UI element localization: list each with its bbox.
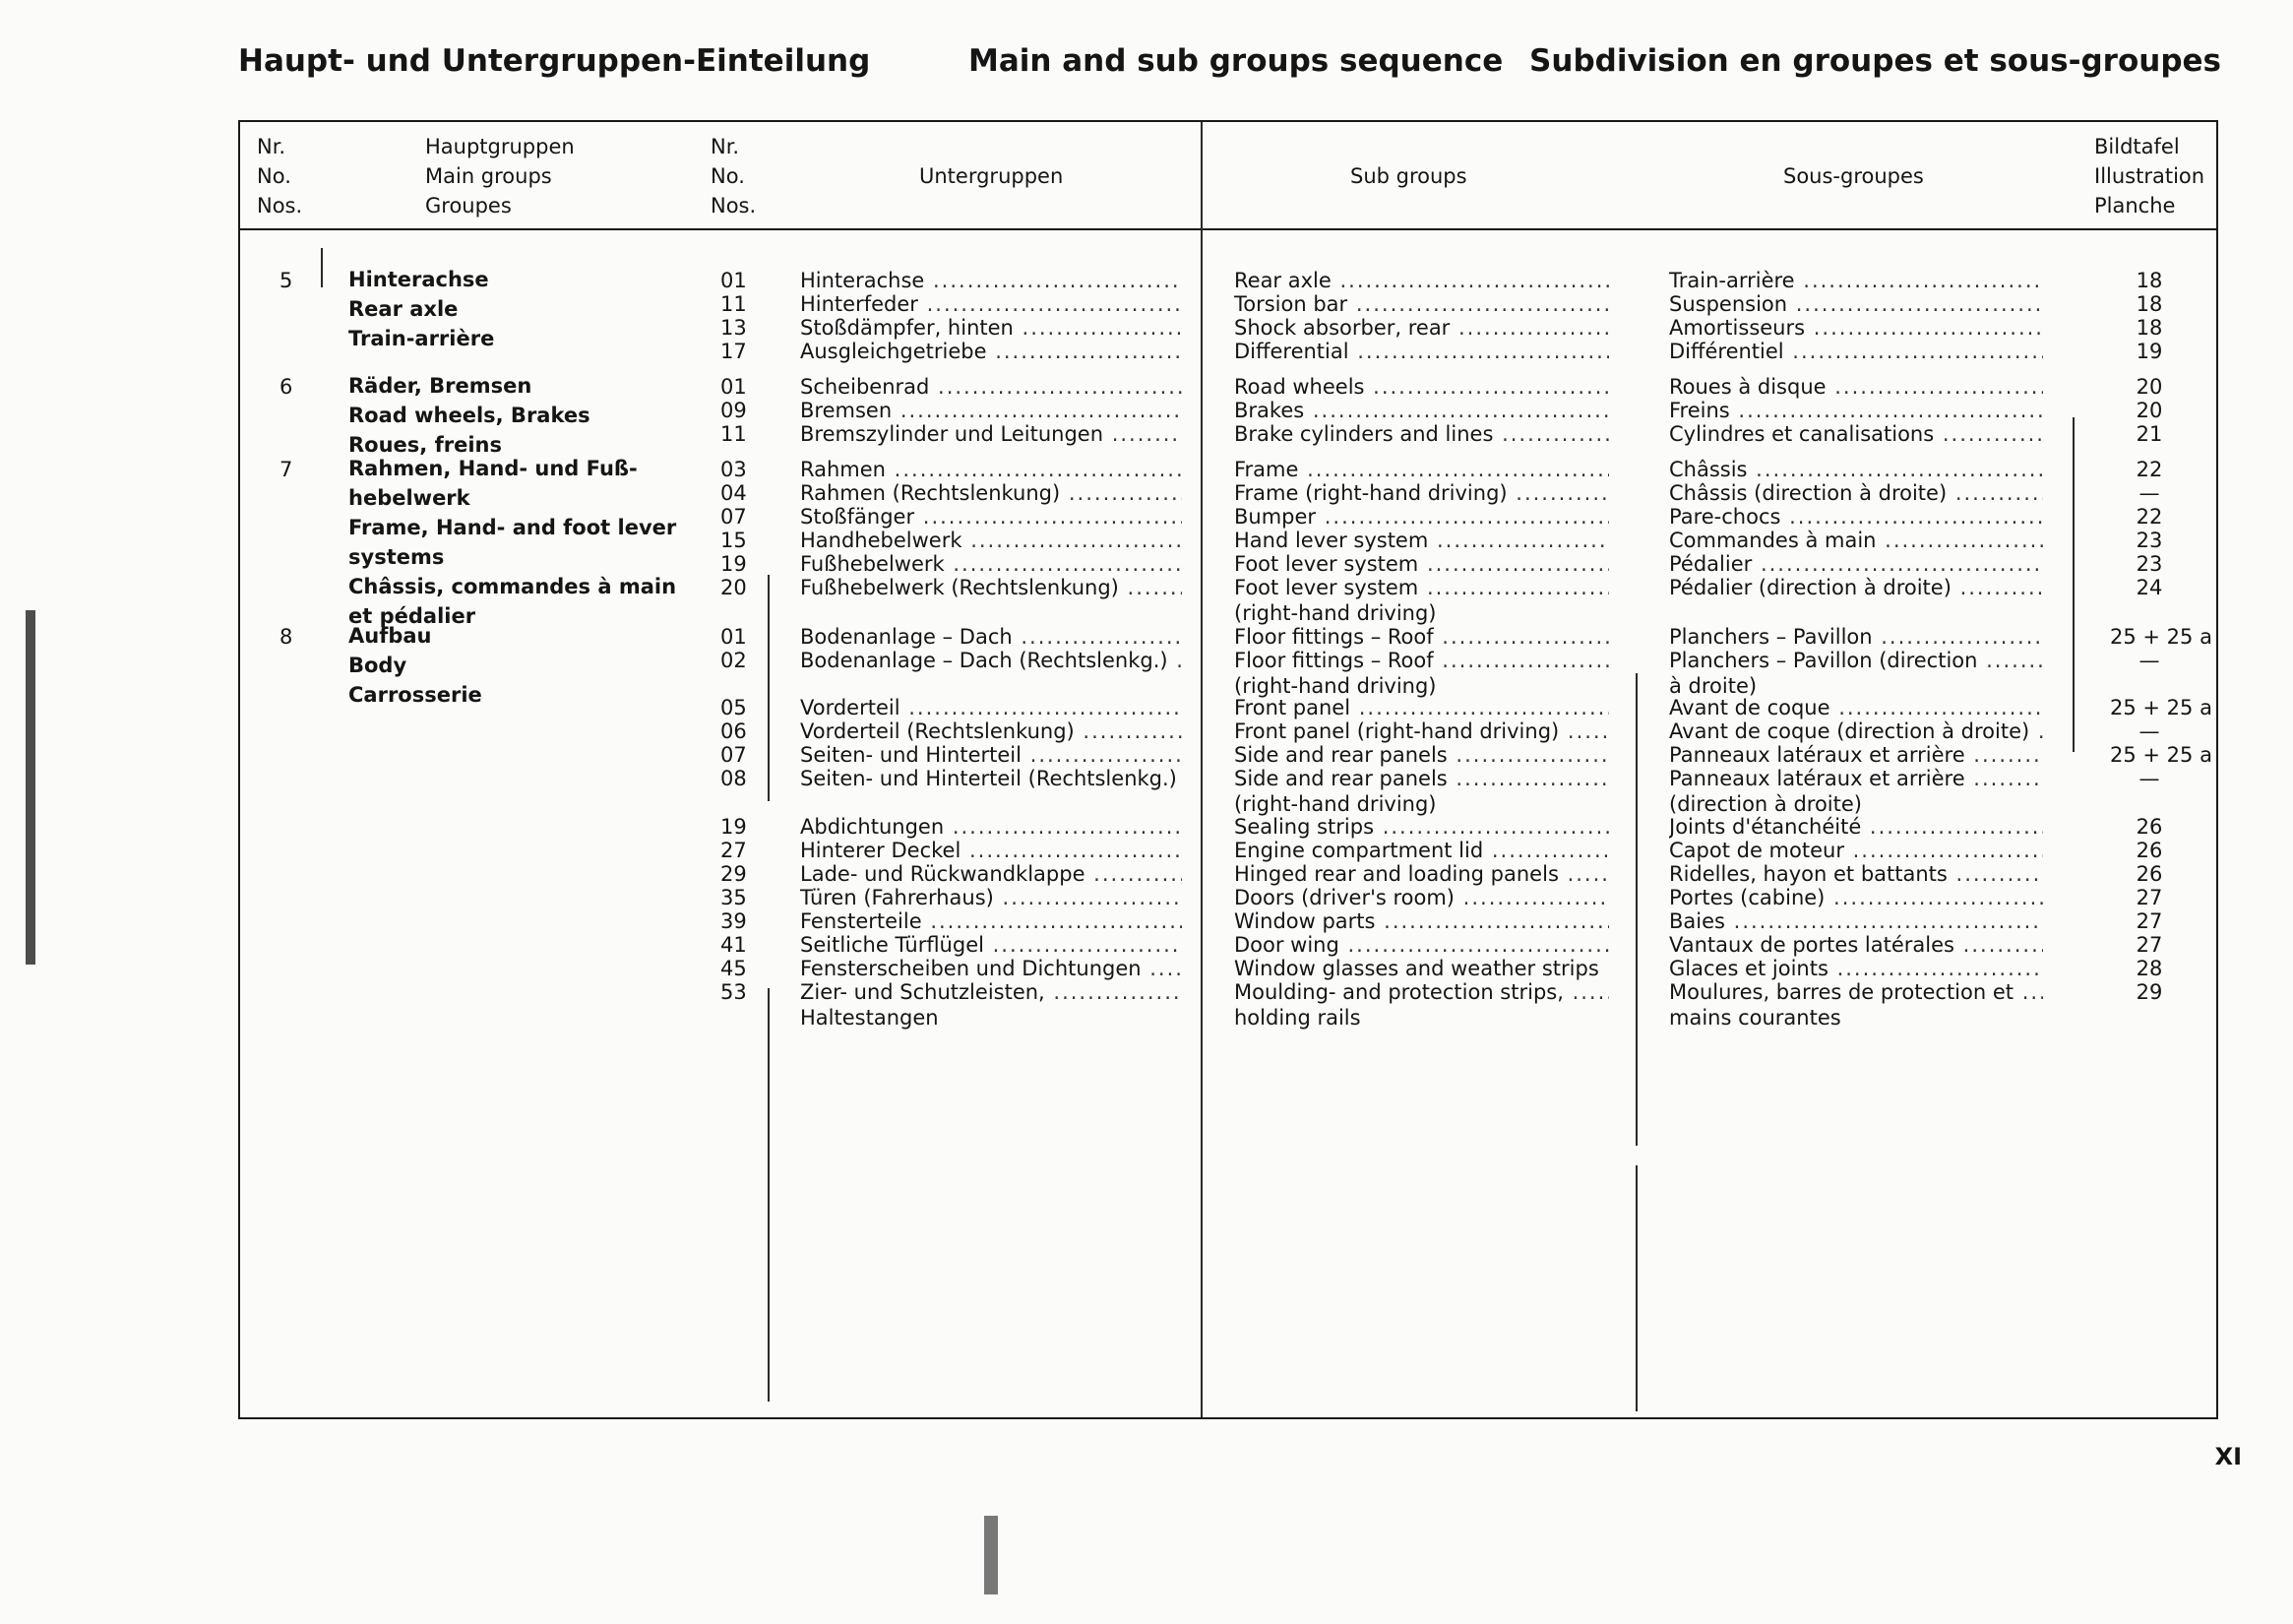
col-divider-nr-de: [768, 575, 770, 801]
header-main-groups-en: Main groups: [425, 164, 552, 188]
sub-group-en-text: Hinged rear and loading panels .....: [1234, 861, 1609, 887]
sub-group-de-text: Bremsen .....: [800, 398, 1182, 423]
sub-group-nr: 17: [720, 340, 747, 363]
plate-number: —: [2138, 649, 2160, 672]
sub-group-en-text: Bumper .....: [1234, 504, 1609, 530]
sub-group-en-text: Moulding- and protection strips, .....: [1234, 979, 1609, 1005]
sub-group-fr-text: Panneaux latéraux et arrière .....: [1669, 742, 2043, 768]
sub-group-fr-text: Commandes à main .....: [1669, 528, 2043, 553]
main-group-name-line: systems: [348, 545, 445, 569]
sub-group-fr-text: Pédalier (direction à droite) .....: [1669, 575, 2043, 600]
sub-group-nr: 45: [720, 957, 747, 980]
scan-ink-smudge: [984, 1516, 998, 1594]
sub-group-en: [1234, 398, 1609, 423]
sub-group-en-text: Rear axle .....: [1234, 268, 1609, 293]
sub-group-de-text: Seitliche Türflügel .....: [800, 932, 1182, 958]
sub-group-nr: 07: [720, 743, 747, 767]
header-sub-nr-fr: Nos.: [711, 194, 757, 218]
main-group-name-line: Rear axle: [348, 297, 459, 321]
sub-group-en-text: Brakes .....: [1234, 398, 1609, 423]
main-group-name-line: Body: [348, 654, 407, 677]
sub-group-fr-text: Châssis .....: [1669, 457, 2043, 482]
sub-group-en: [1234, 480, 1609, 506]
sub-group-en: [1234, 528, 1609, 553]
sub-group-fr-text: Roues à disque .....: [1669, 374, 2043, 400]
sub-group-de: [800, 398, 1182, 423]
sub-group-de-text: Ausgleichgetriebe .....: [800, 339, 1182, 364]
header-untergruppen: Untergruppen: [919, 164, 1064, 188]
sub-group-de: [800, 979, 1182, 1031]
sub-group-fr: [1669, 575, 2043, 600]
plate-number: 26: [2136, 815, 2163, 839]
sub-group-en: [1234, 838, 1609, 863]
sub-group-fr: [1669, 861, 2043, 887]
sub-group-de: [800, 838, 1182, 863]
sub-group-fr-text: Vantaux de portes latérales .....: [1669, 932, 2043, 958]
sub-group-fr: [1669, 908, 2043, 934]
col-divider-nr-de-lower: [768, 988, 770, 1402]
sub-group-en-text-line2: holding rails: [1234, 1006, 1361, 1030]
sub-group-en-text: Frame .....: [1234, 457, 1609, 482]
sub-group-de-text: Scheibenrad .....: [800, 374, 1182, 400]
sub-group-en: [1234, 861, 1609, 887]
sub-group-nr: 20: [720, 576, 747, 599]
main-group-name-line: Roues, freins: [348, 433, 502, 457]
plate-number: 25 + 25 a: [2110, 696, 2212, 719]
sub-group-nr: 02: [720, 649, 747, 672]
main-group-name-line: Road wheels, Brakes: [348, 404, 590, 427]
header-nr-de: Nr.: [257, 135, 286, 158]
sub-group-en: [1234, 766, 1609, 817]
sub-group-de: [800, 624, 1182, 650]
sub-group-en: [1234, 339, 1609, 364]
sub-group-en-text: Frame (right-hand driving) .....: [1234, 480, 1609, 506]
sub-group-nr: 11: [720, 292, 747, 316]
sub-group-de-text: Zier- und Schutzleisten, .....: [800, 979, 1182, 1005]
plate-number: —: [2138, 719, 2160, 743]
sub-group-fr-text: Avant de coque .....: [1669, 695, 2043, 720]
sub-group-de: [800, 742, 1182, 768]
sub-group-en-text: Front panel .....: [1234, 695, 1609, 720]
sub-group-fr: [1669, 421, 2043, 447]
sub-group-fr: [1669, 315, 2043, 341]
main-group-name-line: hebelwerk: [348, 486, 470, 510]
main-group-name: [348, 621, 482, 710]
sub-group-en-text: Brake cylinders and lines .....: [1234, 421, 1609, 447]
main-group-name-line: Hinterachse: [348, 268, 489, 291]
sub-group-de-text: Bodenanlage – Dach (Rechtslenkg.) .....: [800, 648, 1182, 673]
sub-group-de-text: Stoßdämpfer, hinten .....: [800, 315, 1182, 341]
main-group-name: [348, 371, 590, 460]
sub-group-en: [1234, 624, 1609, 650]
sub-group-de-text: Bremszylinder und Leitungen .....: [800, 421, 1182, 447]
sub-group-en-text: Engine compartment lid .....: [1234, 838, 1609, 863]
sub-group-nr: 27: [720, 839, 747, 862]
sub-group-de-text: Fensterscheiben und Dichtungen .....: [800, 956, 1182, 981]
sub-group-fr: [1669, 695, 2043, 720]
plate-number: 19: [2136, 340, 2163, 363]
sub-group-de-text: Rahmen .....: [800, 457, 1182, 482]
sub-group-de: [800, 421, 1182, 447]
header-sous-groupes: Sous-groupes: [1783, 164, 1924, 188]
sub-group-de-text: Stoßfänger .....: [800, 504, 1182, 530]
header-sub-nr: [711, 132, 756, 220]
header-nr: [257, 132, 302, 220]
sub-group-fr-text: Châssis (direction à droite) .....: [1669, 480, 2043, 506]
sub-group-de: [800, 885, 1182, 910]
sub-group-en-text-line2: (right-hand driving): [1234, 674, 1437, 698]
header-bildtafel-fr: Planche: [2094, 194, 2176, 218]
sub-group-fr-text: Suspension .....: [1669, 291, 2043, 317]
plate-number: 27: [2136, 909, 2163, 933]
sub-group-nr: 06: [720, 719, 747, 743]
sub-group-en-text: Window glasses and weather strips .....: [1234, 956, 1609, 981]
sub-group-fr: [1669, 648, 2043, 699]
sub-group-nr: 29: [720, 862, 747, 886]
sub-group-en-text: Sealing strips .....: [1234, 814, 1609, 840]
header-divider: [240, 228, 2216, 230]
plate-number: 27: [2136, 933, 2163, 957]
header-main-groups-de: Hauptgruppen: [425, 135, 575, 158]
sub-group-de: [800, 315, 1182, 341]
sub-group-de: [800, 861, 1182, 887]
title-english: Main and sub groups sequence: [968, 43, 1504, 79]
plate-number: 18: [2136, 292, 2163, 316]
main-group-name-line: Train-arrière: [348, 327, 495, 350]
sub-group-de-text: Seiten- und Hinterteil .....: [800, 742, 1182, 768]
sub-group-fr-text: Pare-chocs .....: [1669, 504, 2043, 530]
sub-group-en: [1234, 575, 1609, 626]
sub-group-de: [800, 814, 1182, 840]
plate-number: —: [2138, 767, 2160, 790]
sub-group-fr: [1669, 932, 2043, 958]
sub-group-de: [800, 528, 1182, 553]
col-divider-de-en: [1201, 228, 1203, 1417]
col-divider-fr-pl: [2073, 417, 2075, 752]
sub-group-fr-text: Différentiel .....: [1669, 339, 2043, 364]
sub-group-de: [800, 480, 1182, 506]
plate-number: 22: [2136, 505, 2163, 529]
plate-number: 26: [2136, 839, 2163, 862]
sub-group-de-text: Fußhebelwerk .....: [800, 551, 1182, 577]
sub-group-de: [800, 908, 1182, 934]
sub-group-en-text: Front panel (right-hand driving) .....: [1234, 718, 1609, 744]
sub-group-en: [1234, 421, 1609, 447]
sub-group-en: [1234, 374, 1609, 400]
sub-group-fr: [1669, 766, 2043, 817]
sub-group-nr: 41: [720, 933, 747, 957]
sub-group-nr: 03: [720, 458, 747, 481]
sub-group-de-text: Seiten- und Hinterteil (Rechtslenkg.) .....: [800, 766, 1182, 791]
sub-group-fr-text: Panneaux latéraux et arrière .....: [1669, 766, 2043, 791]
header-nr-en: No.: [257, 164, 291, 188]
main-group-nr: 6: [279, 375, 293, 399]
sub-group-de-text: Abdichtungen .....: [800, 814, 1182, 840]
sub-group-de: [800, 575, 1182, 600]
sub-group-nr: 11: [720, 422, 747, 446]
title-german: Haupt- und Untergruppen-Einteilung: [238, 43, 871, 79]
sub-group-en: [1234, 551, 1609, 577]
sub-group-en-text: Hand lever system .....: [1234, 528, 1609, 553]
sub-group-en: [1234, 908, 1609, 934]
page-titles: [238, 43, 2221, 93]
sub-group-fr-text-line2: mains courantes: [1669, 1006, 1841, 1030]
col-divider-grp: [321, 248, 323, 287]
sub-group-fr: [1669, 551, 2043, 577]
sub-group-de-text: Rahmen (Rechtslenkung) .....: [800, 480, 1182, 506]
sub-group-fr: [1669, 480, 2043, 506]
sub-group-nr: 19: [720, 552, 747, 576]
header-bildtafel-de: Bildtafel: [2094, 135, 2180, 158]
sub-group-fr-text: Capot de moteur .....: [1669, 838, 2043, 863]
sub-group-de: [800, 339, 1182, 364]
sub-group-en: [1234, 932, 1609, 958]
header-col-divider: [1201, 122, 1203, 228]
page-number: XI: [2214, 1443, 2242, 1470]
sub-group-fr: [1669, 838, 2043, 863]
sub-group-en: [1234, 648, 1609, 699]
plate-number: 23: [2136, 552, 2163, 576]
sub-group-fr-text: Moulures, barres de protection et .....: [1669, 979, 2043, 1005]
sub-group-de: [800, 718, 1182, 744]
sub-group-fr: [1669, 814, 2043, 840]
sub-group-de-text: Vorderteil (Rechtslenkung) .....: [800, 718, 1182, 744]
sub-group-de-text: Hinterer Deckel .....: [800, 838, 1182, 863]
sub-group-en-text: Floor fittings – Roof .....: [1234, 648, 1609, 673]
sub-group-fr: [1669, 268, 2043, 293]
sub-group-fr: [1669, 528, 2043, 553]
sub-group-fr-text: Freins .....: [1669, 398, 2043, 423]
sub-group-en-text: Torsion bar .....: [1234, 291, 1609, 317]
sub-group-de: [800, 932, 1182, 958]
header-sub-nr-de: Nr.: [711, 135, 740, 158]
sub-group-fr-text: Planchers – Pavillon .....: [1669, 624, 2043, 650]
sub-group-de: [800, 648, 1182, 673]
plate-number: 22: [2136, 458, 2163, 481]
sub-group-en: [1234, 457, 1609, 482]
scan-binding-mark: [26, 610, 35, 965]
sub-group-en-text: Foot lever system .....: [1234, 575, 1609, 600]
main-group-name: [348, 454, 676, 631]
main-group-name: [348, 265, 494, 353]
sub-group-fr-text-line2: à droite): [1669, 674, 1758, 698]
sub-group-nr: 09: [720, 399, 747, 422]
header-nr-fr: Nos.: [257, 194, 303, 218]
sub-group-nr: 35: [720, 886, 747, 909]
sub-group-de: [800, 766, 1182, 791]
main-group-name-line: Châssis, commandes à main: [348, 575, 677, 598]
main-group-nr: 8: [279, 625, 293, 649]
sub-group-de-text: Fußhebelwerk (Rechtslenkung) .....: [800, 575, 1182, 600]
sub-group-nr: 39: [720, 909, 747, 933]
sub-group-en: [1234, 268, 1609, 293]
sub-group-de-text: Vorderteil .....: [800, 695, 1182, 720]
groups-table: [238, 120, 2218, 1419]
plate-number: 18: [2136, 316, 2163, 340]
header-bildtafel: [2094, 132, 2204, 220]
sub-group-de-text: Bodenanlage – Dach .....: [800, 624, 1182, 650]
sub-group-en-text: Window parts .....: [1234, 908, 1609, 934]
plate-number: 18: [2136, 269, 2163, 292]
sub-group-en: [1234, 885, 1609, 910]
sub-group-fr: [1669, 718, 2043, 744]
sub-group-fr: [1669, 374, 2043, 400]
col-divider-en-fr: [1636, 673, 1638, 1146]
sub-group-fr-text: Baies .....: [1669, 908, 2043, 934]
sub-group-de: [800, 457, 1182, 482]
sub-group-nr: 15: [720, 529, 747, 552]
sub-group-en: [1234, 979, 1609, 1031]
plate-number: 20: [2136, 399, 2163, 422]
plate-number: 25 + 25 a: [2110, 743, 2212, 767]
sub-group-de: [800, 504, 1182, 530]
sub-group-fr: [1669, 742, 2043, 768]
sub-group-fr: [1669, 291, 2043, 317]
sub-group-nr: 53: [720, 980, 747, 1004]
sub-group-nr: 01: [720, 625, 747, 649]
main-group-nr: 7: [279, 458, 293, 481]
plate-number: 26: [2136, 862, 2163, 886]
sub-group-nr: 04: [720, 481, 747, 505]
sub-group-fr: [1669, 339, 2043, 364]
sub-group-en: [1234, 718, 1609, 744]
sub-group-fr: [1669, 624, 2043, 650]
sub-group-de-text: Lade- und Rückwandklappe .....: [800, 861, 1182, 887]
sub-group-nr: 01: [720, 269, 747, 292]
header-sub-nr-en: No.: [711, 164, 745, 188]
sub-group-en-text: Foot lever system .....: [1234, 551, 1609, 577]
sub-group-en-text-line2: (right-hand driving): [1234, 792, 1437, 816]
sub-group-en: [1234, 504, 1609, 530]
main-group-name-line: Räder, Bremsen: [348, 374, 532, 398]
plate-number: 23: [2136, 529, 2163, 552]
sub-group-en-text: Shock absorber, rear .....: [1234, 315, 1609, 341]
sub-group-nr: 01: [720, 375, 747, 399]
sub-group-fr: [1669, 398, 2043, 423]
sub-group-en: [1234, 291, 1609, 317]
sub-group-fr-text: Portes (cabine) .....: [1669, 885, 2043, 910]
sub-group-fr-text: Cylindres et canalisations .....: [1669, 421, 2043, 447]
header-main-groups-fr: Groupes: [425, 194, 512, 218]
main-group-name-line: et pédalier: [348, 604, 476, 628]
sub-group-fr: [1669, 504, 2043, 530]
header-main-groups: [425, 132, 575, 220]
sub-group-fr-text: Glaces et joints .....: [1669, 956, 2043, 981]
sub-group-en-text: Doors (driver's room) .....: [1234, 885, 1609, 910]
plate-number: 28: [2136, 957, 2163, 980]
plate-number: 29: [2136, 980, 2163, 1004]
sub-group-de-text: Hinterachse .....: [800, 268, 1182, 293]
sub-group-en-text: Differential .....: [1234, 339, 1609, 364]
plate-number: —: [2138, 481, 2160, 505]
main-group-name-line: Aufbau: [348, 624, 432, 648]
plate-number: 25 + 25 a: [2110, 625, 2212, 649]
sub-group-en: [1234, 956, 1609, 981]
sub-group-fr-text: Amortisseurs .....: [1669, 315, 2043, 341]
sub-group-en-text: Road wheels .....: [1234, 374, 1609, 400]
sub-group-de: [800, 268, 1182, 293]
title-french: Subdivision en groupes et sous-groupes: [1529, 43, 2221, 79]
sub-group-fr: [1669, 885, 2043, 910]
sub-group-de: [800, 695, 1182, 720]
sub-group-fr: [1669, 979, 2043, 1031]
sub-group-nr: 07: [720, 505, 747, 529]
sub-group-en-text: Side and rear panels .....: [1234, 766, 1609, 791]
main-group-name-line: Carrosserie: [348, 683, 482, 707]
sub-group-en: [1234, 814, 1609, 840]
sub-group-fr: [1669, 457, 2043, 482]
sub-group-en: [1234, 315, 1609, 341]
plate-number: 27: [2136, 886, 2163, 909]
sub-group-de: [800, 291, 1182, 317]
sub-group-fr-text: Ridelles, hayon et battants .....: [1669, 861, 2043, 887]
sub-group-en-text: Floor fittings – Roof .....: [1234, 624, 1609, 650]
sub-group-de-text-line2: Haltestangen: [800, 1006, 939, 1030]
sub-group-en: [1234, 742, 1609, 768]
sub-group-fr-text: Avant de coque (direction à droite) .....: [1669, 718, 2043, 744]
sub-group-fr: [1669, 956, 2043, 981]
sub-group-en: [1234, 695, 1609, 720]
sub-group-fr-text: Train-arrière .....: [1669, 268, 2043, 293]
main-group-name-line: Rahmen, Hand- und Fuß-: [348, 457, 638, 480]
header-sub-groups: Sub groups: [1350, 164, 1467, 188]
sub-group-en-text: Side and rear panels .....: [1234, 742, 1609, 768]
sub-group-de-text: Hinterfeder .....: [800, 291, 1182, 317]
sub-group-de: [800, 374, 1182, 400]
sub-group-nr: 19: [720, 815, 747, 839]
header-bildtafel-en: Illustration: [2094, 164, 2205, 188]
sub-group-nr: 13: [720, 316, 747, 340]
sub-group-de-text: Handhebelwerk .....: [800, 528, 1182, 553]
plate-number: 24: [2136, 576, 2163, 599]
sub-group-fr-text: Planchers – Pavillon (direction .....: [1669, 648, 2043, 673]
sub-group-nr: 08: [720, 767, 747, 790]
main-group-nr: 5: [279, 269, 293, 292]
col-divider-en-fr-lower: [1636, 1165, 1638, 1411]
sub-group-en-text-line2: (right-hand driving): [1234, 601, 1437, 625]
sub-group-en-text: Door wing .....: [1234, 932, 1609, 958]
sub-group-fr-text-line2: (direction à droite): [1669, 792, 1862, 816]
plate-number: 21: [2136, 422, 2163, 446]
sub-group-de: [800, 956, 1182, 981]
main-group-name-line: Frame, Hand- and foot lever: [348, 516, 677, 539]
sub-group-de: [800, 551, 1182, 577]
sub-group-de-text: Türen (Fahrerhaus) .....: [800, 885, 1182, 910]
sub-group-fr-text: Joints d'étanchéité .....: [1669, 814, 2043, 840]
sub-group-nr: 05: [720, 696, 747, 719]
plate-number: 20: [2136, 375, 2163, 399]
sub-group-fr-text: Pédalier .....: [1669, 551, 2043, 577]
sub-group-de-text: Fensterteile .....: [800, 908, 1182, 934]
